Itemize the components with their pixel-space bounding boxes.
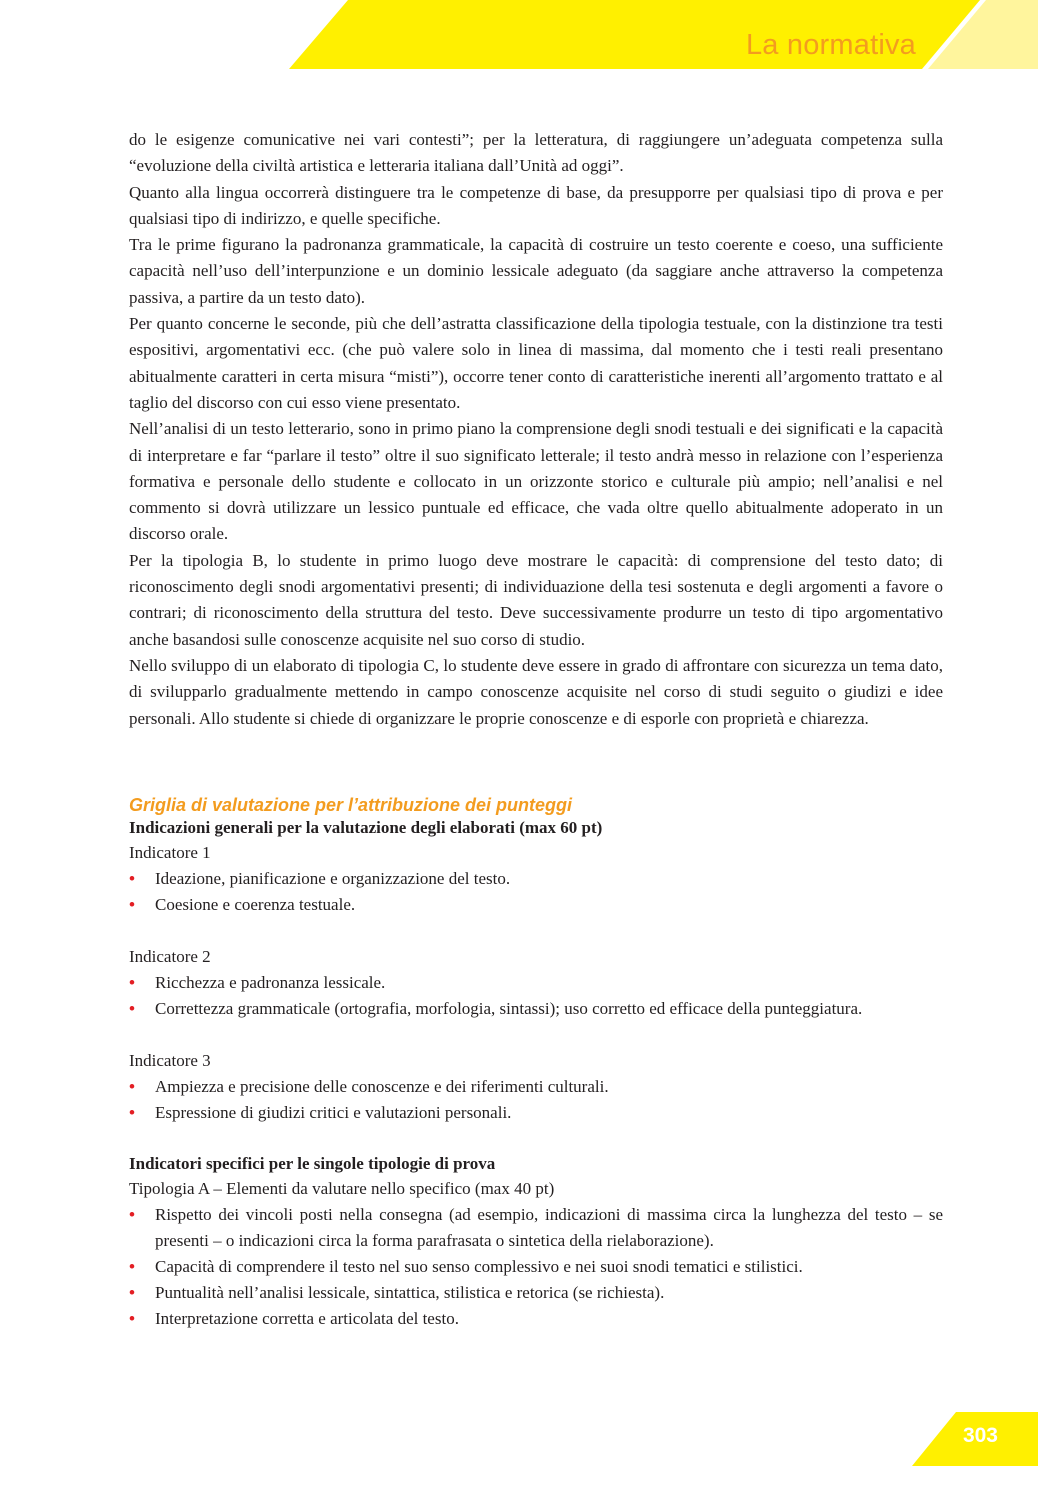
list-item bbox=[129, 892, 943, 918]
list-item bbox=[129, 1254, 943, 1280]
page-number: 303 bbox=[962, 1424, 998, 1447]
list-item-text: Rispetto dei vincoli posti nella consegna (ad esempio, indicazioni di massima circa la lunghezza del testo – se presenti – o indicazioni circa la forma parafrasata o sintetica della rielaborazione). bbox=[155, 1204, 943, 1250]
indicator-3-list bbox=[129, 1074, 943, 1126]
paragraph: Tra le prime figurano la padronanza grammaticale, la capacità di costruire un testo coerente e coeso, una sufficiente capacità nell’uso dell’interpunzione e un dominio lessicale adeguato (da saggiare anche attraverso la competenza passiva, a partire da un testo dato). bbox=[129, 235, 943, 307]
list-item-text: Correttezza grammaticale (ortografia, morfologia, sintassi); uso corretto ed efficace della punteggiatura. bbox=[155, 998, 863, 1018]
bullet-icon: • bbox=[129, 1204, 135, 1224]
bullet-icon: • bbox=[129, 1076, 135, 1096]
body-text bbox=[129, 127, 943, 732]
list-item-text: Interpretazione corretta e articolata del testo. bbox=[155, 1308, 459, 1328]
bullet-icon: • bbox=[129, 1282, 135, 1302]
indicator-2-list bbox=[129, 970, 943, 1022]
bullet-icon: • bbox=[129, 972, 135, 992]
paragraph: Per quanto concerne le seconde, più che dell’astratta classificazione della tipologia testuale, con la distinzione tra testi espositivi, argomentativi ecc. (che può valere solo in linea di massima, dal momento che i testi reali presentano abitualmente caratteri in certa misura “misti”), occorre tener conto di caratteristiche inerenti all’argomento trattato e al taglio del discorso con cui esso viene presentato. bbox=[129, 314, 943, 412]
indicator-label: Indicatore 2 bbox=[129, 946, 211, 966]
paragraph: Nell’analisi di un testo letterario, sono in primo piano la comprensione degli snodi testuali e dei significati e la capacità di interpretare e far “parlare il testo” oltre il suo significato letterale; il testo andrà messo in relazione con l’esperienza formativa e personale dello studente e collocato in un orizzonte storico e culturale più ampio; nell’analisi e nel commento si dovrà utilizzare un lessico puntuale ed efficace, che vada oltre quello abitualmente adoperato in un discorso orale. bbox=[129, 419, 943, 544]
list-item bbox=[129, 1306, 943, 1332]
bullet-icon: • bbox=[129, 1102, 135, 1122]
bullet-icon: • bbox=[129, 1256, 135, 1276]
list-item-text: Capacità di comprendere il testo nel suo senso complessivo e nei suoi snodi tematici e stilistici. bbox=[155, 1256, 803, 1276]
list-item-text: Espressione di giudizi critici e valutazioni personali. bbox=[155, 1102, 512, 1122]
page-content bbox=[129, 127, 943, 1332]
list-item-text: Puntualità nell’analisi lessicale, sintattica, stilistica e retorica (se richiesta). bbox=[155, 1282, 665, 1302]
list-item bbox=[129, 866, 943, 892]
paragraph: Nello sviluppo di un elaborato di tipologia C, lo studente deve essere in grado di affrontare con sicurezza un tema dato, di svilupparlo gradualmente mettendo in campo conoscenze acquisite nel corso di studi seguito o giudizi e idee personali. Allo studente si chiede di organizzare le proprie conoscenze e di esporle con proprietà e chiarezza. bbox=[129, 655, 943, 728]
paragraph: Per la tipologia B, lo studente in primo luogo deve mostrare le capacità: di comprensione del testo dato; di riconoscimento degli snodi argomentativi presenti; di individuazione della tesi sostenuta e degli argomenti a favore o contrari; di riconoscimento della struttura del testo. Deve successivamente produrre un testo di tipo argomentativo anche basandosi sulle conoscenze acquisite nel suo corso di studio. bbox=[129, 550, 943, 649]
list-item bbox=[129, 1074, 943, 1100]
list-item bbox=[129, 996, 943, 1022]
paragraph: do le esigenze comunicative nei vari contesti”; per la letteratura, di raggiungere un’adeguata competenza sulla “evoluzione della civiltà artistica e letteraria italiana dall’Unità ad oggi”. bbox=[129, 130, 943, 176]
list-item bbox=[129, 1100, 943, 1126]
running-header-title: La normativa bbox=[745, 29, 916, 61]
list-item bbox=[129, 1280, 943, 1306]
list-item-text: Ricchezza e padronanza lessicale. bbox=[155, 972, 386, 992]
list-item bbox=[129, 1202, 943, 1254]
specific-indicators-heading: Indicatori specifici per le singole tipologie di prova bbox=[129, 1153, 496, 1173]
bullet-icon: • bbox=[129, 868, 135, 888]
list-item bbox=[129, 970, 943, 996]
tipologia-a-list bbox=[129, 1202, 943, 1332]
list-item-text: Coesione e coerenza testuale. bbox=[155, 894, 356, 914]
list-item-text: Ampiezza e precisione delle conoscenze e dei riferimenti culturali. bbox=[155, 1076, 609, 1096]
section-heading: Griglia di valutazione per l’attribuzione dei punteggi bbox=[129, 794, 573, 815]
list-item-text: Ideazione, pianificazione e organizzazione del testo. bbox=[155, 868, 511, 888]
indicator-label: Indicatore 3 bbox=[129, 1050, 211, 1070]
bullet-icon: • bbox=[129, 894, 135, 914]
paragraph: Quanto alla lingua occorrerà distinguere tra le competenze di base, da presupporre per qualsiasi tipo di prova e per qualsiasi tipo di indirizzo, e quelle specifiche. bbox=[129, 182, 943, 228]
indicator-1-list bbox=[129, 866, 943, 918]
tipologia-a-label: Tipologia A – Elementi da valutare nello specifico (max 40 pt) bbox=[129, 1178, 555, 1198]
bullet-icon: • bbox=[129, 1308, 135, 1328]
indicator-label: Indicatore 1 bbox=[129, 842, 211, 862]
general-indications-heading: Indicazioni generali per la valutazione degli elaborati (max 60 pt) bbox=[129, 817, 603, 837]
bullet-icon: • bbox=[129, 998, 135, 1018]
